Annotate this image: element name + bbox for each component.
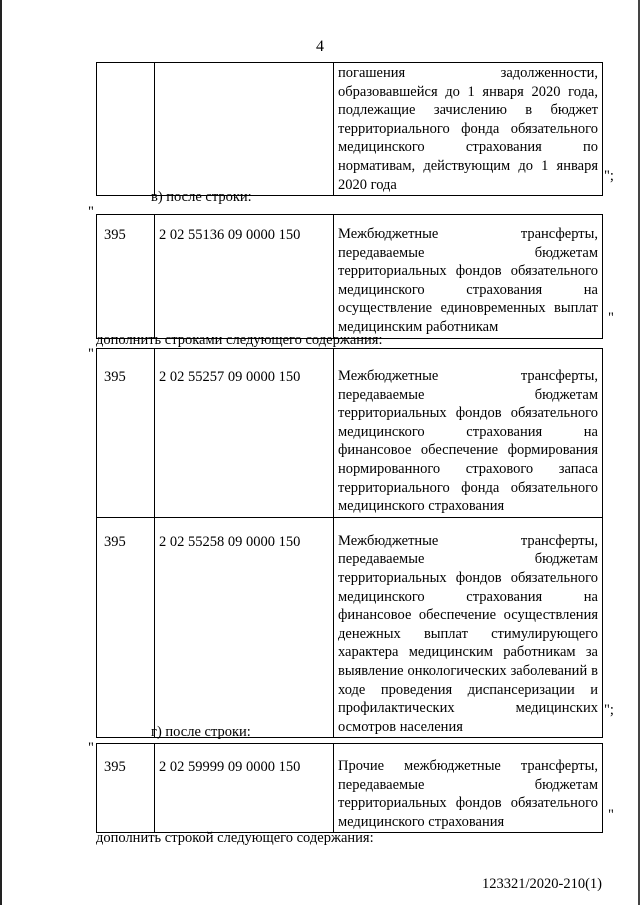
code-cell: 395 (97, 349, 155, 518)
code-cell (97, 63, 155, 196)
description-cell: Прочие межбюджетные трансферты, передаваемые бюджетам территориальных фондов обязательного медицинского страхования (334, 744, 603, 833)
closing-quote-mark: "; (604, 702, 614, 718)
table-row (97, 517, 603, 738)
instruction-after-row-g: г) после строки: (151, 724, 251, 740)
kbk-cell: 2 02 55258 09 0000 150 (155, 517, 334, 738)
instruction-add-row: дополнить строкой следующего содержания: (96, 830, 374, 846)
table-block-a (96, 214, 603, 339)
kbk-cell: 2 02 59999 09 0000 150 (155, 744, 334, 833)
table-row (97, 349, 603, 518)
kbk-cell: 2 02 55257 09 0000 150 (155, 349, 334, 518)
description-cell: Межбюджетные трансферты, передаваемые бюджетам территориальных фондов обязательного медицинского страхования на финансовое обеспечение осуществления денежных выплат стимулирующего характера медицинским работникам за выявление онкологических заболеваний в ходе проведения диспансеризации и профилактических медицинских осмотров населения (334, 517, 603, 738)
kbk-cell (155, 63, 334, 196)
kbk-cell: 2 02 55136 09 0000 150 (155, 215, 334, 339)
table-row (97, 744, 603, 833)
closing-quote-mark: "; (604, 168, 614, 184)
opening-quote-mark: " (88, 740, 94, 756)
scan-left-edge (0, 0, 2, 905)
table-row (97, 215, 603, 339)
instruction-after-row-v: в) после строки: (151, 189, 252, 205)
instruction-add-rows: дополнить строками следующего содержания: (96, 332, 383, 348)
code-cell: 395 (97, 517, 155, 738)
table-block-1 (96, 62, 603, 196)
closing-quote-mark: " (608, 807, 614, 823)
table-block-bc (96, 348, 603, 738)
description-cell: Межбюджетные трансферты, передаваемые бюджетам территориальных фондов обязательного медицинского страхования на осуществление единовременных выплат медицинским работникам (334, 215, 603, 339)
code-cell: 395 (97, 744, 155, 833)
page-number: 4 (316, 38, 324, 55)
document-id: 123321/2020-210(1) (481, 876, 602, 892)
table-row (97, 63, 603, 196)
closing-quote-mark: " (608, 310, 614, 326)
table-block-d (96, 743, 603, 833)
opening-quote-mark: " (88, 204, 94, 220)
description-cell: Межбюджетные трансферты, передаваемые бюджетам территориальных фондов обязательного медицинского страхования на финансовое обеспечение формирования нормированного страхового запаса территориального фонда обязательного медицинского страхования (334, 349, 603, 518)
opening-quote-mark: " (88, 346, 94, 362)
code-cell: 395 (97, 215, 155, 339)
description-cell: погашения задолженности, образовавшейся до 1 января 2020 года, подлежащие зачислению в бюджет территориального фонда обязательного медицинского страхования по нормативам, действующим до 1 января 2020 года (334, 63, 603, 196)
